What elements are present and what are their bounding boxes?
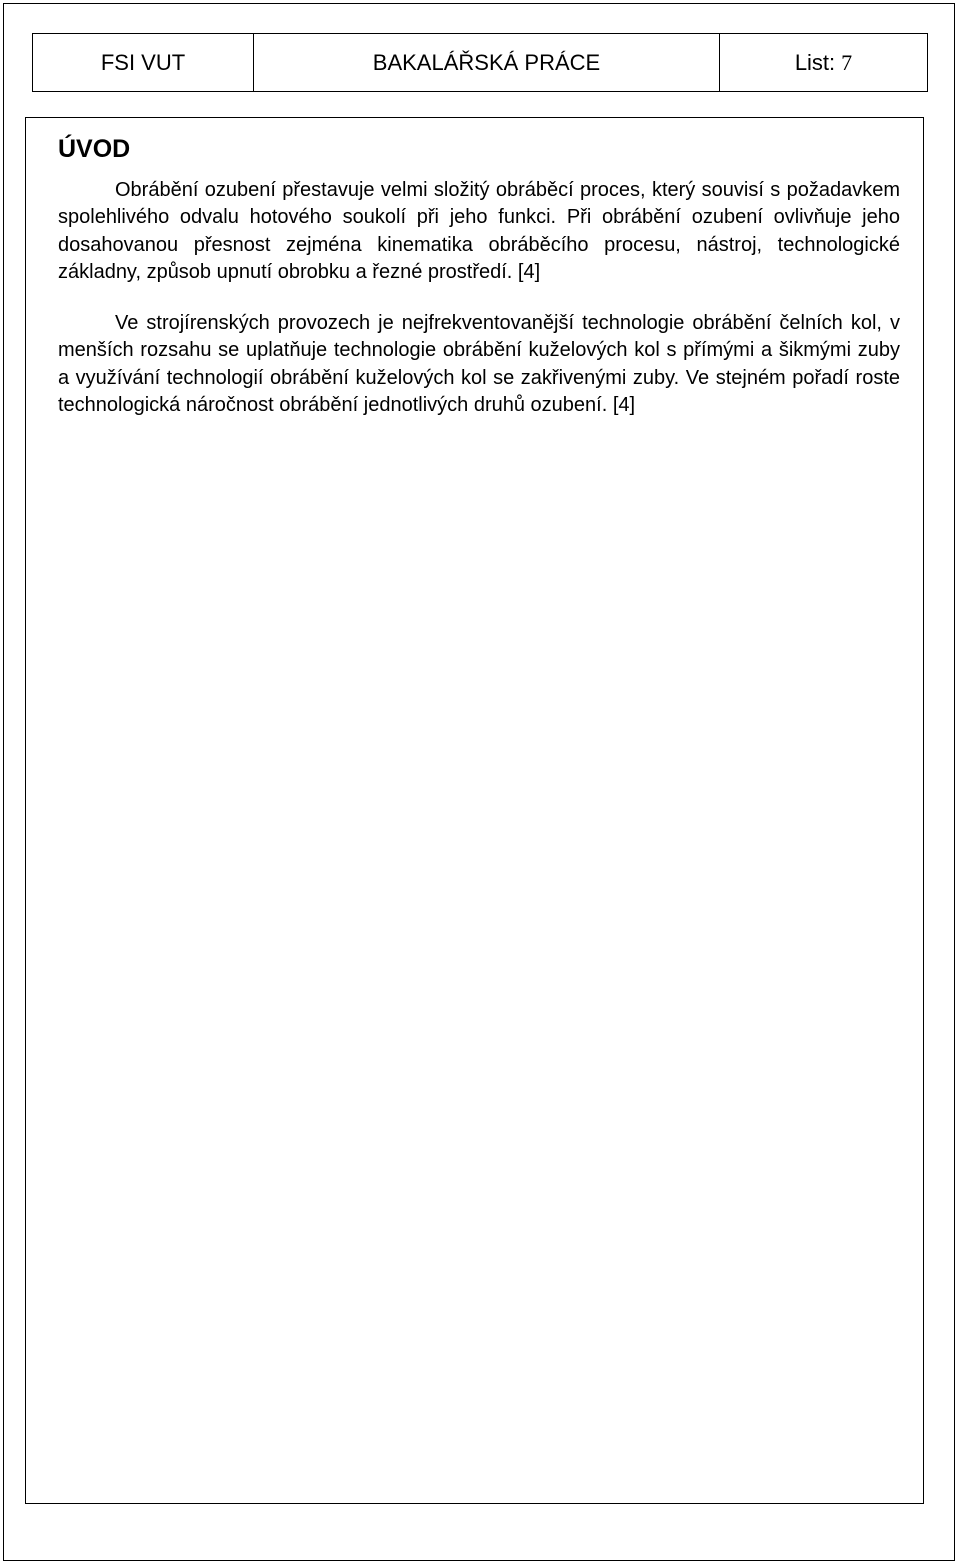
institution-text: FSI VUT: [100, 49, 186, 75]
header-page-number: [720, 34, 927, 91]
paragraph: Ve strojírenských provozech je nejfrekventovanější technologie obrábění čelních kol, v menších rozsahu se uplatňuje technologie obrábění kuželových kol s přímými a šikmými zuby a využívání technologií obrábění kuželových kol se zakřivenými zuby. Ve stejném pořadí roste technologická náročnost obrábění jednotlivých druhů ozubení. [4]: [58, 312, 900, 417]
page-number: 7: [841, 49, 853, 75]
header-institution: [33, 34, 254, 91]
content-area: [58, 132, 900, 419]
paragraph: Obrábění ozubení přestavuje velmi složitý obráběcí proces, který souvisí s požadavkem spolehlivého odvalu hotového soukolí při jeho funkci. Při obrábění ozubení ovlivňuje jeho dosahovanou přesnost zejména kinematika obráběcího procesu, nástroj, technologické základny, způsob upnutí obrobku a řezné prostředí. [4]: [58, 179, 900, 283]
document-type-text: BAKALÁŘSKÁ PRÁCE: [372, 49, 601, 75]
section-title: ÚVOD: [58, 135, 131, 163]
page-label: List:: [794, 49, 836, 75]
page-header: [32, 33, 928, 92]
header-document-type: [254, 34, 720, 91]
